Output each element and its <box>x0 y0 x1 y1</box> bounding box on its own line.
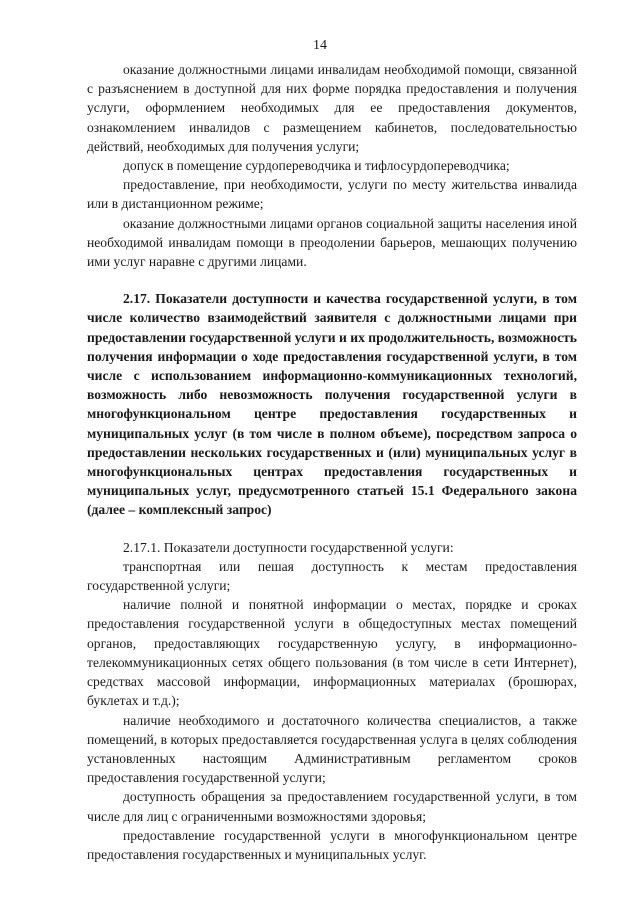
page-number: 14 <box>313 38 327 53</box>
document-body <box>87 60 577 864</box>
section-heading: 2.17. Показатели доступности и качества государственной услуги, в том числе количество взаимодействий заявителя с должностными лицами при предоставлении государственной услуги и их продолжительность, возможность получения информации о ходе предоставления государственной услуги, в том числе с использованием информационно-коммуникационных технологий, возможность либо невозможность получения государственной услуги в многофункциональном центре предоставления государственных и муниципальных услуг (в том числе в полном объеме), посредством запроса о предоставлении нескольких государственных и (или) муниципальных услуг в многофункциональных центрах предоставления государственных и муниципальных услуг, предусмотренного статьей 15.1 Федерального закона (далее – комплексный запрос) <box>87 291 577 518</box>
paragraph: оказание должностными лицами инвалидам необходимой помощи, связанной с разъяснением в доступной для них форме порядка предоставления и получения услуги, оформлением необходимых для ее предоставления документов, ознакомлением инвалидов с размещением кабинетов, последовательностью действий, необходимых для получения услуги; <box>87 62 577 154</box>
paragraph: предоставление, при необходимости, услуги по месту жительства инвалида или в дистанционном режиме; <box>87 177 577 212</box>
paragraph: предоставление государственной услуги в многофункциональном центре предоставления государственных и муниципальных услуг. <box>87 827 577 862</box>
paragraph: транспортная или пешая доступность к местам предоставления государственной услуги; <box>87 558 577 594</box>
spacer <box>87 520 577 538</box>
spacer <box>87 271 577 289</box>
paragraph: допуск в помещение сурдопереводчика и тифлосурдопереводчика; <box>123 158 510 174</box>
subsection-title: 2.17.1. Показатели доступности государственной услуги: <box>123 539 454 555</box>
paragraph: наличие полной и понятной информации о местах, порядке и сроках предоставления государственной услуги в общедоступных местах помещений органов, предоставляющих государственную услугу, в информационно-телекоммуникационных сетях общего пользования (в том числе в сети Интернет), средствах массовой информации, информационных материалах (брошюрах, буклетах и т.д.); <box>87 597 577 709</box>
paragraph: оказание должностными лицами органов социальной защиты населения иной необходимой инвалидам помощи в преодолении барьеров, мешающих получению ими услуг наравне с другими лицами. <box>87 215 577 270</box>
paragraph: наличие необходимого и достаточного количества специалистов, а также помещений, в которых предоставляется государственная услуга в целях соблюдения установленных настоящим Административным регламентом сроков предоставления государственной услуги; <box>87 712 577 786</box>
paragraph: доступность обращения за предоставлением государственной услуги, в том числе для лиц с ограниченными возможностями здоровья; <box>87 789 577 824</box>
